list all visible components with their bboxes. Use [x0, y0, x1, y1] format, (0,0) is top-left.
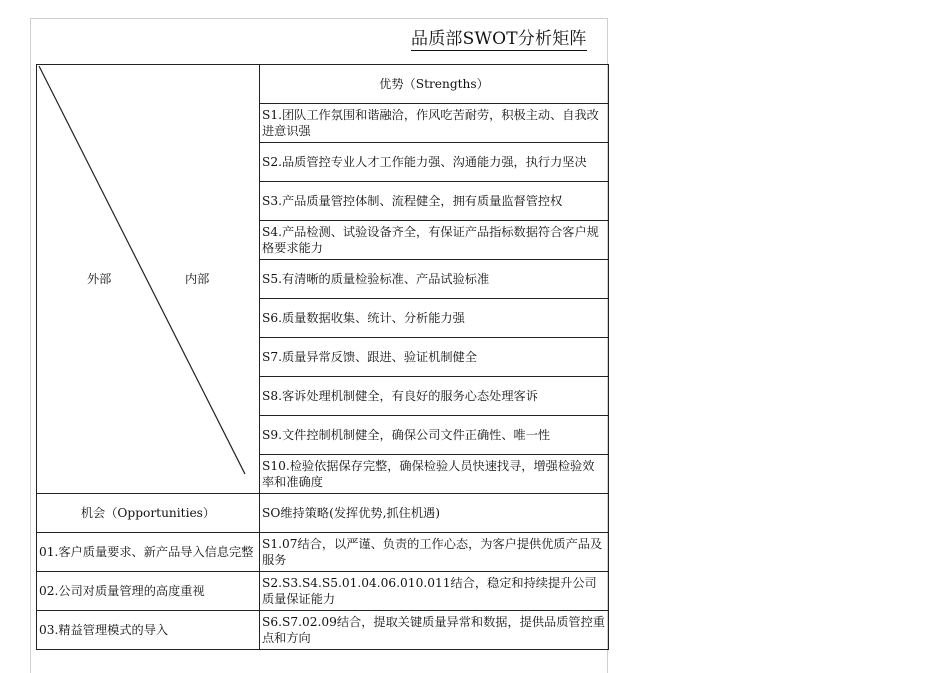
- opportunity-cell: 03.精益管理模式的导入: [37, 611, 260, 650]
- page-title: 品质部SWOT分析矩阵: [411, 24, 587, 51]
- strength-cell: S3.产品质量管控体制、流程健全，拥有质量监督管控权: [260, 182, 609, 221]
- strength-cell: S2.品质管控专业人才工作能力强、沟通能力强，执行力坚决: [260, 143, 609, 182]
- diagonal-header-cell: [37, 65, 260, 494]
- strength-cell: S8.客诉处理机制健全，有良好的服务心态处理客诉: [260, 377, 609, 416]
- so-strategy-header: SO维持策略(发挥优势,抓住机遇): [260, 494, 609, 533]
- opportunity-cell: 02.公司对质量管理的高度重视: [37, 572, 260, 611]
- diagonal-line: [37, 65, 259, 493]
- opportunities-header: 机会（Opportunities）: [37, 494, 260, 533]
- strength-cell: S9.文件控制机制健全，确保公司文件正确性、唯一性: [260, 416, 609, 455]
- outside-label: 外部: [87, 272, 112, 286]
- strength-cell: S1.团队工作氛围和谐融洽，作风吃苦耐劳，积极主动、自我改进意识强: [260, 104, 609, 143]
- inside-label: 内部: [185, 272, 210, 286]
- strength-cell: S5.有清晰的质量检验标准、产品试验标准: [260, 260, 609, 299]
- opportunity-cell: 01.客户质量要求、新产品导入信息完整: [37, 533, 260, 572]
- so-strategy-cell: S6.S7.02.09结合，提取关键质量异常和数据，提供品质管控重点和方向: [260, 611, 609, 650]
- swot-matrix-table: [36, 64, 609, 650]
- so-strategy-cell: S1.07结合，以严谨、负责的工作心态，为客户提供优质产品及服务: [260, 533, 609, 572]
- strength-cell: S7.质量异常反馈、跟进、验证机制健全: [260, 338, 609, 377]
- strengths-header: 优势（Strengths）: [260, 65, 609, 104]
- so-strategy-cell: S2.S3.S4.S5.01.04.06.010.011结合，稳定和持续提升公司质量保证能力: [260, 572, 609, 611]
- strength-cell: S6.质量数据收集、统计、分析能力强: [260, 299, 609, 338]
- strength-cell: S10.检验依据保存完整，确保检验人员快速找寻，增强检验效率和准确度: [260, 455, 609, 494]
- strength-cell: S4.产品检测、试验设备齐全，有保证产品指标数据符合客户规格要求能力: [260, 221, 609, 260]
